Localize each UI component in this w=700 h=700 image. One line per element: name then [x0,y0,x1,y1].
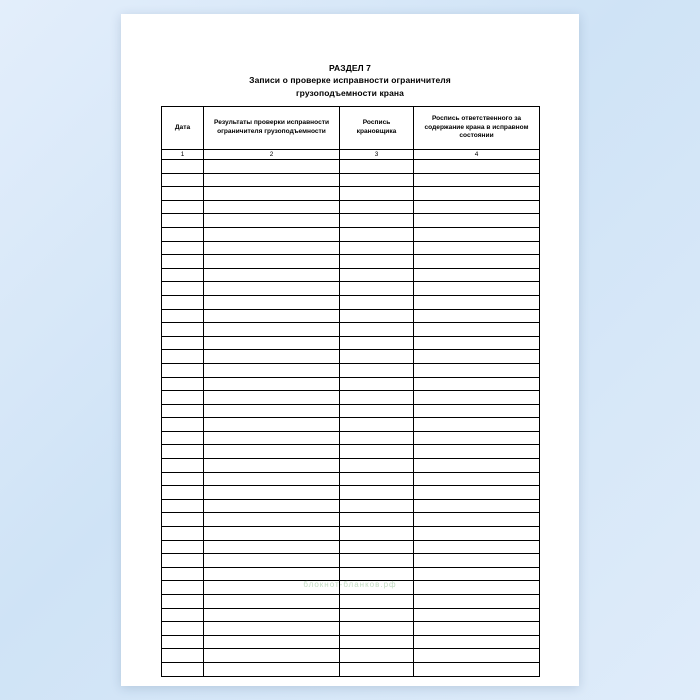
table-cell[interactable] [340,160,414,174]
table-cell[interactable] [204,187,340,201]
table-row[interactable] [162,431,540,445]
table-row[interactable] [162,214,540,228]
table-cell[interactable] [162,227,204,241]
table-cell[interactable] [204,486,340,500]
table-cell[interactable] [162,336,204,350]
table-row[interactable] [162,187,540,201]
table-cell[interactable] [340,214,414,228]
table-cell[interactable] [204,282,340,296]
table-cell[interactable] [414,472,540,486]
table-row[interactable] [162,581,540,595]
table-row[interactable] [162,472,540,486]
table-cell[interactable] [414,540,540,554]
table-cell[interactable] [414,581,540,595]
column-header-operator-signature: Роспись крановщика [340,107,414,150]
table-cell[interactable] [340,622,414,636]
table-cell[interactable] [340,187,414,201]
table-cell[interactable] [204,377,340,391]
table-cell[interactable] [162,486,204,500]
table-cell[interactable] [414,295,540,309]
table-cell[interactable] [414,527,540,541]
table-row[interactable] [162,608,540,622]
table-cell[interactable] [204,391,340,405]
table-cell[interactable] [340,377,414,391]
table-cell[interactable] [162,160,204,174]
table-cell[interactable] [414,187,540,201]
column-header-results: Результаты проверки исправности ограничителя грузоподъемности [204,107,340,150]
table-row[interactable] [162,295,540,309]
table-cell[interactable] [162,323,204,337]
table-row[interactable] [162,241,540,255]
column-number-3: 3 [340,150,414,160]
table-cell[interactable] [414,350,540,364]
document-page [121,14,579,686]
table-cell[interactable] [340,540,414,554]
column-number-4: 4 [414,150,540,160]
table-row[interactable] [162,255,540,269]
table-cell[interactable] [162,241,204,255]
table-cell[interactable] [162,635,204,649]
table-cell[interactable] [204,635,340,649]
table-cell[interactable] [162,187,204,201]
table-row[interactable] [162,567,540,581]
table-cell[interactable] [162,581,204,595]
table-cell[interactable] [340,527,414,541]
column-number-row [162,150,540,160]
table-cell[interactable] [340,608,414,622]
table-row[interactable] [162,527,540,541]
table-cell[interactable] [340,418,414,432]
table-cell[interactable] [162,418,204,432]
table-row[interactable] [162,486,540,500]
table-cell[interactable] [204,173,340,187]
table-cell[interactable] [204,350,340,364]
table-cell[interactable] [340,445,414,459]
table-cell[interactable] [162,649,204,663]
table-cell[interactable] [162,608,204,622]
table-cell[interactable] [162,554,204,568]
table-cell[interactable] [414,622,540,636]
column-number-1: 1 [162,150,204,160]
table-cell[interactable] [414,662,540,676]
table-cell[interactable] [204,595,340,609]
table-cell[interactable] [340,336,414,350]
table-row[interactable] [162,323,540,337]
table-cell[interactable] [414,200,540,214]
table-cell[interactable] [414,459,540,473]
table-cell[interactable] [204,472,340,486]
table-row[interactable] [162,227,540,241]
table-row[interactable] [162,595,540,609]
column-header-date: Дата [162,107,204,150]
table-cell[interactable] [340,173,414,187]
table-cell[interactable] [204,241,340,255]
table-cell[interactable] [162,622,204,636]
table-row[interactable] [162,418,540,432]
title-line-1: РАЗДЕЛ 7 [329,63,371,73]
table-cell[interactable] [414,567,540,581]
table-cell[interactable] [340,595,414,609]
table-row[interactable] [162,513,540,527]
table-row[interactable] [162,391,540,405]
table-cell[interactable] [162,595,204,609]
table-cell[interactable] [414,595,540,609]
table-cell[interactable] [340,241,414,255]
table-cell[interactable] [414,214,540,228]
table-cell[interactable] [340,662,414,676]
table-cell[interactable] [162,295,204,309]
table-cell[interactable] [340,472,414,486]
table-row[interactable] [162,649,540,663]
table-row[interactable] [162,363,540,377]
table-row[interactable] [162,377,540,391]
table-cell[interactable] [162,540,204,554]
table-row[interactable] [162,622,540,636]
header-row [162,107,540,150]
table-cell[interactable] [162,459,204,473]
table-cell[interactable] [414,499,540,513]
table-cell[interactable] [162,567,204,581]
table-cell[interactable] [204,309,340,323]
table-cell[interactable] [340,323,414,337]
table-cell[interactable] [162,200,204,214]
table-cell[interactable] [340,227,414,241]
table-row[interactable] [162,554,540,568]
table-cell[interactable] [204,554,340,568]
table-cell[interactable] [414,173,540,187]
table-cell[interactable] [340,309,414,323]
column-header-responsible-signature: Роспись ответственного за содержание крана в исправном состоянии [414,107,540,150]
table-cell[interactable] [204,527,340,541]
table-cell[interactable] [162,391,204,405]
table-cell[interactable] [204,581,340,595]
table-cell[interactable] [204,295,340,309]
table-cell[interactable] [340,581,414,595]
table-cell[interactable] [414,486,540,500]
table-cell[interactable] [414,241,540,255]
table-cell[interactable] [414,377,540,391]
table-cell[interactable] [414,227,540,241]
table-cell[interactable] [340,404,414,418]
table-cell[interactable] [204,404,340,418]
table-cell[interactable] [204,200,340,214]
page-content [121,14,579,686]
table-cell[interactable] [340,363,414,377]
table-row[interactable] [162,200,540,214]
table-cell[interactable] [340,282,414,296]
table-cell[interactable] [414,323,540,337]
table-cell[interactable] [204,431,340,445]
table-cell[interactable] [162,214,204,228]
table-cell[interactable] [162,309,204,323]
table-cell[interactable] [204,160,340,174]
records-table [161,106,540,677]
table-cell[interactable] [414,445,540,459]
document-title [121,62,579,99]
table-cell[interactable] [204,336,340,350]
table-cell[interactable] [204,513,340,527]
table-cell[interactable] [340,486,414,500]
table-cell[interactable] [340,350,414,364]
table-cell[interactable] [340,268,414,282]
table-cell[interactable] [204,323,340,337]
table-cell[interactable] [414,418,540,432]
table-cell[interactable] [340,554,414,568]
table-cell[interactable] [162,173,204,187]
table-cell[interactable] [162,350,204,364]
table-cell[interactable] [414,255,540,269]
table-cell[interactable] [204,662,340,676]
table-cell[interactable] [414,268,540,282]
table-cell[interactable] [162,445,204,459]
table-cell[interactable] [340,499,414,513]
table-cell[interactable] [204,268,340,282]
table-cell[interactable] [204,622,340,636]
table-row[interactable] [162,459,540,473]
table-cell[interactable] [162,513,204,527]
table-cell[interactable] [204,227,340,241]
table-cell[interactable] [162,499,204,513]
table-cell[interactable] [204,499,340,513]
table-cell[interactable] [204,214,340,228]
table-cell[interactable] [162,268,204,282]
table-cell[interactable] [340,295,414,309]
table-cell[interactable] [162,282,204,296]
table-row[interactable] [162,540,540,554]
table-cell[interactable] [414,336,540,350]
table-header [162,107,540,160]
title-line-2: Записи о проверке исправности ограничителя [249,75,451,86]
table-cell[interactable] [340,255,414,269]
table-cell[interactable] [414,282,540,296]
table-cell[interactable] [162,662,204,676]
table-cell[interactable] [414,404,540,418]
table-row[interactable] [162,404,540,418]
table-row[interactable] [162,268,540,282]
table-cell[interactable] [162,472,204,486]
table-cell[interactable] [204,567,340,581]
table-body [162,160,540,677]
table-cell[interactable] [414,391,540,405]
table-cell[interactable] [340,431,414,445]
table-cell[interactable] [414,160,540,174]
table-row[interactable] [162,350,540,364]
table-cell[interactable] [414,309,540,323]
table-cell[interactable] [414,608,540,622]
table-cell[interactable] [204,445,340,459]
table-cell[interactable] [162,363,204,377]
table-cell[interactable] [162,527,204,541]
table-cell[interactable] [340,200,414,214]
table-row[interactable] [162,282,540,296]
table-cell[interactable] [204,608,340,622]
watermark-text: блокнот-бланков.рф [303,580,397,589]
table-cell[interactable] [204,255,340,269]
table-cell[interactable] [340,391,414,405]
table-cell[interactable] [414,513,540,527]
table-cell[interactable] [204,418,340,432]
table-row[interactable] [162,160,540,174]
table-cell[interactable] [340,635,414,649]
table-cell[interactable] [414,431,540,445]
table-cell[interactable] [204,363,340,377]
table-row[interactable] [162,309,540,323]
table-cell[interactable] [204,540,340,554]
table-cell[interactable] [414,649,540,663]
table-cell[interactable] [414,635,540,649]
table-cell[interactable] [340,567,414,581]
table-cell[interactable] [162,377,204,391]
title-line-3: грузоподъемности крана [296,87,404,98]
column-number-2: 2 [204,150,340,160]
table-cell[interactable] [204,649,340,663]
table-cell[interactable] [340,513,414,527]
table-row[interactable] [162,662,540,676]
table-cell[interactable] [162,255,204,269]
table-cell[interactable] [340,459,414,473]
table-cell[interactable] [414,363,540,377]
table-cell[interactable] [162,431,204,445]
table-cell[interactable] [414,554,540,568]
table-row[interactable] [162,635,540,649]
table-row[interactable] [162,173,540,187]
table-cell[interactable] [162,404,204,418]
table-cell[interactable] [204,459,340,473]
table-row[interactable] [162,336,540,350]
table-row[interactable] [162,445,540,459]
table-row[interactable] [162,499,540,513]
table-cell[interactable] [340,649,414,663]
